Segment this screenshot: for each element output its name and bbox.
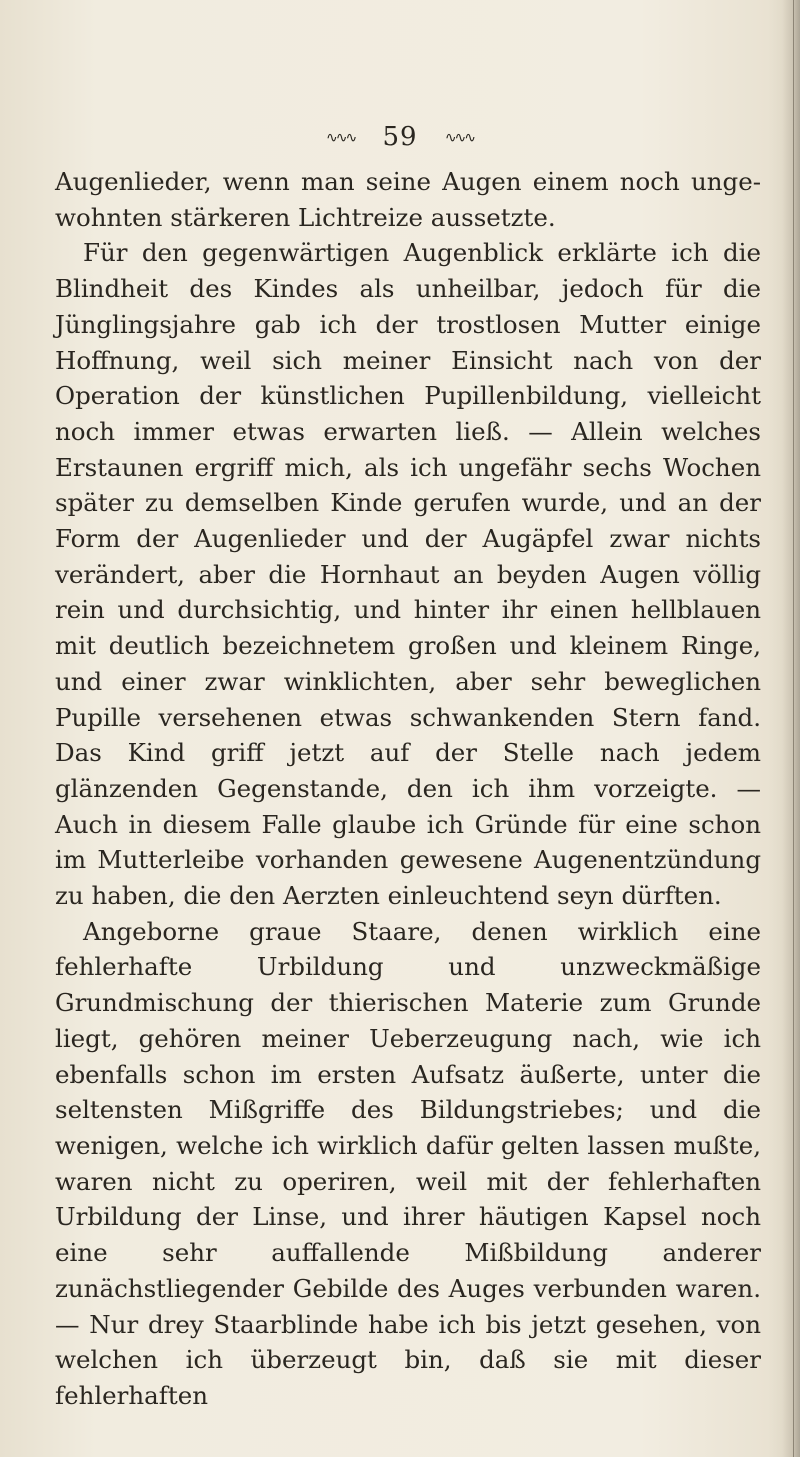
- ornament-left: ∿∿∿: [325, 130, 356, 146]
- page-edge-shadow: [782, 0, 800, 1457]
- page-header: [0, 122, 800, 152]
- paragraph: Angeborne graue Staare, denen wirklich eine fehlerhafte Urbildung und unzweckmäßige Grundmischung der thierischen Materie zum Grunde liegt, gehören meiner Ueberzeugung nach, wie ich ebenfalls schon im ersten Aufsatz äußerte, unter die seltensten Mißgriffe des Bildungstriebes; und die wenigen, welche ich wirklich dafür gelten lassen mußte, waren nicht zu operiren, weil mit der fehlerhaften Urbildung der Linse, und ihrer häutigen Kapsel noch eine sehr auffallende Mißbildung anderer zunächstliegender Gebilde des Auges verbunden waren. — Nur drey Staarblinde habe ich bis jetzt gesehen, von welchen ich überzeugt bin, daß sie mit dieser fehlerhaften: [55, 916, 761, 1410]
- page-edge-line: [793, 0, 794, 1457]
- body-text: [55, 164, 761, 1414]
- page-number: 59: [382, 122, 418, 152]
- ornament-right: ∿∿∿: [444, 130, 475, 146]
- paragraph: Augenlieder, wenn man seine Augen einem noch unge-wohnten stärkeren Lichtreize aussetzte.: [55, 167, 761, 232]
- paragraph: Für den gegenwärtigen Augenblick erklärte ich die Blindheit des Kindes als unheilbar, jedoch für die Jünglingsjahre gab ich der trostlosen Mutter einige Hoffnung, weil sich meiner Einsicht nach von der Operation der künstlichen Pupillenbildung, vielleicht noch immer etwas erwarten ließ. — Allein welches Erstaunen ergriff mich, als ich ungefähr sechs Wochen später zu demselben Kinde gerufen wurde, und an der Form der Augenlieder und der Augäpfel zwar nichts verändert, aber die Hornhaut an beyden Augen völlig rein und durchsichtig, und hinter ihr einen hellblauen mit deutlich bezeichnetem großen und kleinem Ringe, und einer zwar winklichten, aber sehr beweglichen Pupille versehenen etwas schwankenden Stern fand. Das Kind griff jetzt auf der Stelle nach jedem glänzenden Gegenstande, den ich ihm vorzeigte. — Auch in diesem Falle glaube ich Gründe für eine schon im Mutterleibe vorhanden gewesene Augenentzündung zu haben, die den Aerzten einleuchtend seyn dürften.: [55, 238, 761, 911]
